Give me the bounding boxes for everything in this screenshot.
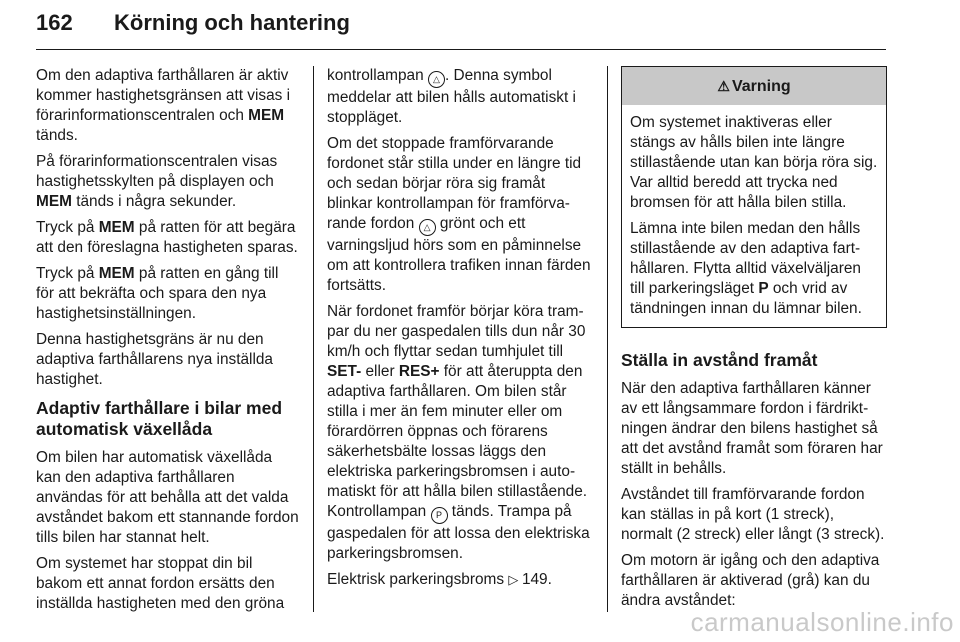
- mem-label: MEM: [248, 107, 285, 124]
- text: tänds. Trampa på gaspedalen för att lossa den elektriska parkeringsbromsen.: [327, 503, 590, 562]
- paragraph: När den adaptiva farthållaren känner av ett långsammare fordon i färdriktningen ändrar den bilens hastighet så att det avstånd framåt som föraren har ställt in behålls.: [621, 380, 883, 477]
- column-divider: [313, 66, 314, 612]
- mem-label: MEM: [36, 193, 72, 210]
- text: på ratten för att begära att den föreslagna hastigheten sparas.: [36, 219, 298, 256]
- vehicle-ahead-icon: △: [419, 219, 436, 236]
- vehicle-ahead-icon: △: [428, 71, 445, 88]
- warning-title: Varning: [731, 78, 791, 95]
- text: och vrid av tändningen innan du lämnar bilen.: [630, 280, 862, 317]
- mem-label: MEM: [98, 219, 135, 236]
- parking-brake-icon: P: [431, 507, 448, 524]
- text: Lämna inte bilen medan den hålls stillastående av den adaptiva farthållaren. Flytta alltid växelväljaren till parkeringsläget: [630, 220, 861, 297]
- text: .: [547, 571, 552, 588]
- park-label: P: [758, 280, 769, 297]
- watermark: carmanualsonline.info: [690, 607, 954, 637]
- column-middle: [327, 66, 593, 596]
- text: på ratten en gång till för att bekräfta och spara den nya hastighetsinställningen.: [36, 265, 279, 322]
- text: På förarinformationscentralen visas hastighetsskylten på displayen och: [36, 153, 278, 190]
- running-title: Körning och hantering: [114, 10, 350, 35]
- set-label: SET-: [327, 363, 362, 380]
- paragraph: [327, 66, 593, 128]
- res-label: RES+: [398, 363, 440, 380]
- warning-header: [622, 67, 886, 105]
- text: tänds.: [36, 127, 78, 144]
- text: . Denna symbol meddelar att bilen hålls automatiskt i stoppläget.: [327, 67, 576, 126]
- text: Elektrisk parkeringsbroms: [327, 571, 509, 588]
- paragraph: [327, 134, 593, 296]
- column-divider: [607, 66, 608, 612]
- paragraph: Om systemet inaktiveras eller stängs av hålls bilen inte längre stillastående utan kan börja röra sig. Var alltid beredd att trycka ned bromsen för att hålla bilen stilla.: [630, 114, 878, 211]
- page-header: [36, 10, 886, 50]
- page-reference-link[interactable]: 149: [521, 571, 548, 588]
- text: Tryck på: [36, 265, 99, 282]
- warning-triangle-icon: ⚠: [717, 78, 730, 94]
- text: eller: [361, 363, 399, 380]
- paragraph: Denna hastighetsgräns är nu den adaptiva farthållarens nya inställda hastighet.: [36, 331, 273, 388]
- section-heading: Adaptiv farthållare i bilar med automatisk växellåda: [36, 398, 283, 439]
- warning-body: [622, 105, 886, 327]
- paragraph: [36, 264, 300, 324]
- arrow-right-icon: ▷: [508, 572, 522, 587]
- paragraph: [630, 219, 878, 319]
- paragraph: Om motorn är igång och den adaptiva farthållaren är aktiverad (grå) kan du ändra avståndet:: [621, 552, 880, 609]
- text: Om det stoppade framförvarande fordonet står stilla under en längre tid och sedan börjar röra sig framåt blinkar kontrollampan för framförvarande fordon: [327, 135, 582, 232]
- text: tänds i några sekunder.: [71, 193, 237, 210]
- paragraph: [327, 570, 593, 590]
- warning-box: [621, 66, 887, 328]
- page-number: 162: [36, 10, 73, 35]
- paragraph: [327, 302, 593, 564]
- text: för att återuppta den adaptiva farthållaren. Om bilen står stilla i mer än fem minuter eller om förardörren öppnas och förarens säkerhetsbälte lossas läggs den elektriska parkeringsbromsen i automatiskt för att hålla bilen stillastående. Kontrollampan: [327, 363, 588, 520]
- text: När fordonet framför börjar köra trampar du ner gaspedalen tills dun når 30 km/h och flyttar sedan tumhjulet till: [327, 303, 586, 360]
- paragraph: Om systemet har stoppat din bil bakom ett annat fordon ersätts den inställda hastigheten med den gröna: [36, 555, 285, 612]
- paragraph: Avståndet till framförvarande fordon kan ställas in på kort (1 streck), normalt (2 streck) eller långt (3 streck).: [621, 486, 885, 543]
- text: grönt och ett varningsljud hörs som en påminnelse om att kontrollera trafiken innan färden fortsätts.: [327, 215, 591, 294]
- column-right: [621, 66, 887, 617]
- paragraph: [36, 152, 300, 212]
- section-heading: Ställa in avstånd framåt: [621, 350, 818, 370]
- text: Om den adaptiva farthållaren är aktiv kommer hastighetsgränsen att visas i förarinformationscentralen och: [36, 67, 291, 124]
- mem-label: MEM: [98, 265, 135, 282]
- text: kontrollampan: [327, 67, 428, 84]
- text: Tryck på: [36, 219, 99, 236]
- header-rule: [36, 49, 886, 50]
- paragraph: [36, 218, 300, 258]
- paragraph: Om bilen har automatisk växellåda kan den adaptiva farthållaren användas för att behålla att det valda avståndet bakom ett stannande fordon tills bilen har stannat helt.: [36, 449, 299, 546]
- paragraph: [36, 66, 300, 146]
- column-left: [36, 66, 300, 620]
